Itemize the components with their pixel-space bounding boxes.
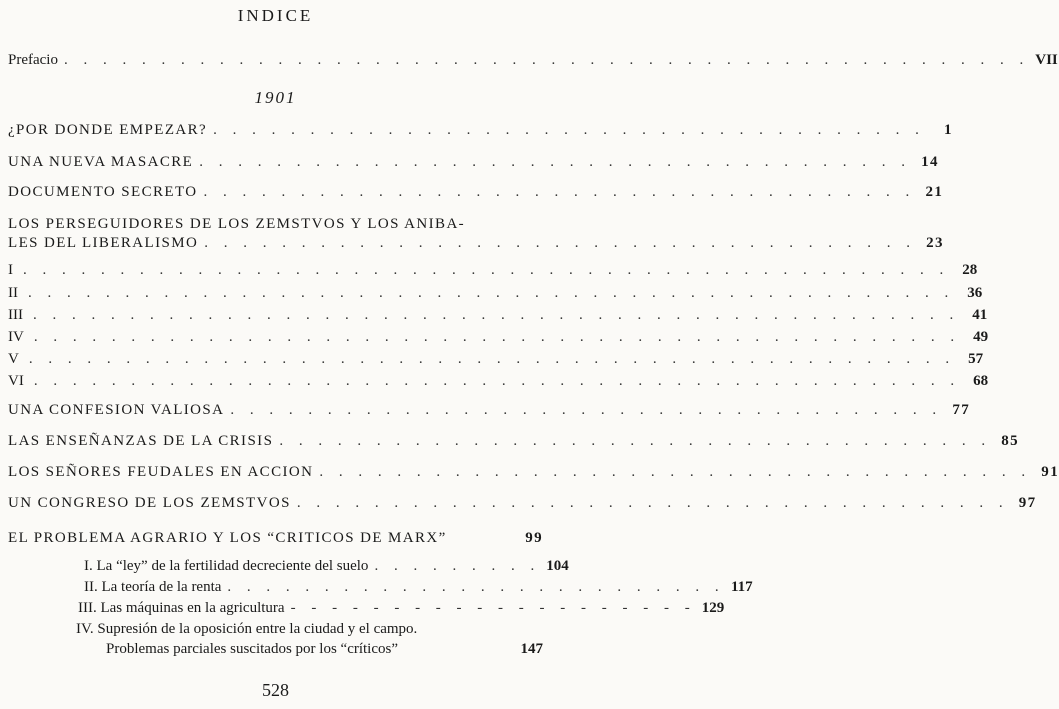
toc-entry-page: 21 bbox=[925, 184, 944, 200]
toc-entry-label: EL PROBLEMA AGRARIO Y LOS “CRITICOS DE MARX” bbox=[8, 530, 447, 546]
toc-subentry-label: V bbox=[8, 351, 19, 367]
toc-entry bbox=[8, 464, 1059, 481]
toc-entry bbox=[8, 184, 944, 201]
toc-subentry-label: I bbox=[8, 262, 13, 278]
dot-leader: . . . . . . . . . . . . . . . . . . . . . . . . . . . . . . . . . . . . . bbox=[279, 433, 992, 449]
dot-leader: . . . . . . . . . . . . . . . . . . . . . . . . . . . . . . . . . . . . . bbox=[204, 235, 916, 251]
toc-entry-page: 99 bbox=[525, 530, 543, 546]
dot-leader: . . . . . . . . . . . . . . . . . . . . . . . . . . . . . . . . . . . . . . . . . . . . . . . . bbox=[23, 262, 950, 278]
toc-subentry-line2 bbox=[8, 641, 543, 658]
toc-entry-zemstvos-line2 bbox=[8, 235, 944, 252]
toc-entry bbox=[8, 402, 971, 419]
toc-subentry-label: IV bbox=[8, 329, 24, 345]
toc-entry-page: 1 bbox=[943, 122, 953, 138]
toc-subentry-page: 68 bbox=[973, 373, 989, 389]
toc-subentry-label: VI bbox=[8, 373, 24, 389]
toc-subentry bbox=[8, 307, 988, 324]
toc-subentry-page: 57 bbox=[968, 351, 984, 367]
toc-entry-page: 14 bbox=[921, 154, 939, 170]
toc-subentry-label: III bbox=[8, 307, 23, 323]
toc-entry-label: UN CONGRESO DE LOS ZEMSTVOS bbox=[8, 495, 291, 511]
toc-subentry-page: 129 bbox=[701, 600, 725, 616]
toc-entry-label: LAS ENSEÑANZAS DE LA CRISIS bbox=[8, 433, 274, 449]
dot-leader: . . . . . . . . . . . . . . . . . . . . . . . . . . bbox=[227, 579, 725, 595]
toc-entry-label: ¿POR DONDE EMPEZAR? bbox=[8, 122, 208, 138]
toc-entry-page: 97 bbox=[1018, 495, 1037, 511]
toc-subentry bbox=[8, 285, 983, 302]
dot-leader: . . . . . . . . . . . . . . . . . . . . . . . . . . . . . . . . . . . . . . . . . . . . . . . . bbox=[28, 285, 955, 301]
toc-entry-preface bbox=[8, 52, 1058, 69]
dot-leader: . . . . . . . . . . . . . . . . . . . . . . . . . . . . . . . . . . . . . bbox=[319, 464, 1032, 480]
toc-subentry bbox=[8, 579, 753, 596]
dot-leader: . . . . . . . . . . . . . . . . . . . . . . . . . . . . . . . . . . . . . bbox=[230, 402, 943, 418]
toc-entry-page: 91 bbox=[1041, 464, 1059, 480]
dot-leader: . . . . . . . . . . . . . . . . . . . . . . . . . . . . . . . . . . . . . . . . . . . . . . . . bbox=[33, 307, 960, 323]
toc-entry bbox=[8, 530, 543, 547]
toc-subentry bbox=[8, 373, 989, 390]
toc-subentry bbox=[8, 262, 978, 279]
toc-subentry-page: 49 bbox=[973, 329, 989, 345]
toc-subentry-label-line1: IV. Supresión de la oposición entre la ciudad y el campo. bbox=[76, 621, 418, 637]
toc-subentry-page: 36 bbox=[967, 285, 983, 301]
toc-subentry-page: 28 bbox=[962, 262, 978, 278]
toc-subentry-label: I. La “ley” de la fertilidad decreciente del suelo bbox=[84, 558, 369, 574]
toc-subentry-page: 104 bbox=[546, 558, 569, 574]
toc-entry-label-line1: LOS PERSEGUIDORES DE LOS ZEMSTVOS Y LOS ANIBA- bbox=[8, 216, 466, 232]
year-heading: 1901 bbox=[254, 88, 297, 107]
dot-leader: . . . . . . . . . . . . . . . . . . . . . . . . . . . . . . . . . . . . . . . . . . . . . . . . bbox=[28, 351, 956, 367]
dot-leader: - - - - - - - - - - - - - - - - - - - - bbox=[290, 600, 696, 616]
dot-leader: . . . . . . . . . . . . . . . . . . . . . . . . . . . . . . . . . . . . . bbox=[203, 184, 916, 200]
toc-entry-page: 23 bbox=[926, 235, 944, 251]
toc-entry bbox=[8, 495, 1037, 512]
page-title: INDICE bbox=[237, 6, 314, 25]
toc-subentry-page: 147 bbox=[520, 641, 543, 657]
toc-entry-page: 77 bbox=[952, 402, 971, 418]
toc-entry-label: LOS SEÑORES FEUDALES EN ACCION bbox=[8, 464, 314, 480]
toc-subentry bbox=[8, 351, 984, 368]
toc-subentry-page: 117 bbox=[730, 579, 753, 595]
toc-subentry-label: II. La teoría de la renta bbox=[84, 579, 222, 595]
toc-entry-label: Prefacio bbox=[8, 52, 58, 68]
dot-leader: . . . . . . . . . . . . . . . . . . . . . . . . . . . . . . . . . . . . . bbox=[199, 154, 911, 170]
toc-entry-page: 85 bbox=[1001, 433, 1020, 449]
toc-subentry bbox=[8, 600, 725, 617]
toc-entry bbox=[8, 154, 939, 171]
toc-subentry-page: 41 bbox=[972, 307, 988, 323]
toc-entry-label: UNA NUEVA MASACRE bbox=[8, 154, 194, 170]
dot-leader: . . . . . . . . . . . . . . . . . . . . . . . . . . . . . . . . . . . . . bbox=[296, 495, 1009, 511]
dot-leader: . . . . . . . . . . . . . . . . . . . . . . . . . . . . . . . . . . . . . bbox=[213, 122, 925, 138]
toc-entry-zemstvos bbox=[8, 216, 543, 233]
dot-leader: . . . . . . . . . . . . . . . . . . . . . . . . . . . . . . . . . . . . . . . . . . . . . . . . . . bbox=[63, 52, 1030, 68]
toc-entry-label: DOCUMENTO SECRETO bbox=[8, 184, 198, 200]
toc-entry-page: VII bbox=[1035, 52, 1058, 68]
toc-subentry-label-line2: Problemas parciales suscitados por los “críticos” bbox=[106, 641, 399, 657]
dot-leader: . . . . . . . . . . . . . . . . . . . . . . . . . . . . . . . . . . . . . . . . . . . . . . . . bbox=[33, 373, 961, 389]
toc-subentry bbox=[8, 329, 989, 346]
toc-entry-label: UNA CONFESION VALIOSA bbox=[8, 402, 225, 418]
toc-subentry-label: II bbox=[8, 285, 18, 301]
toc-subentry-part-iv bbox=[8, 621, 543, 658]
toc-subentry-label: III. Las máquinas en la agricultura bbox=[78, 600, 285, 616]
toc-subentry bbox=[8, 558, 569, 575]
page-number: 528 bbox=[262, 680, 289, 700]
dot-leader: . . . . . . . . . . . . . . . . . . . . . . . . . . . . . . . . . . . . . . . . . . . . . . . . bbox=[33, 329, 961, 345]
toc-entry-label-line2: LES DEL LIBERALISMO bbox=[8, 235, 199, 251]
toc-entry bbox=[8, 122, 953, 139]
dot-leader: . . . . . . . . . bbox=[374, 558, 541, 574]
toc-entry bbox=[8, 433, 1020, 450]
